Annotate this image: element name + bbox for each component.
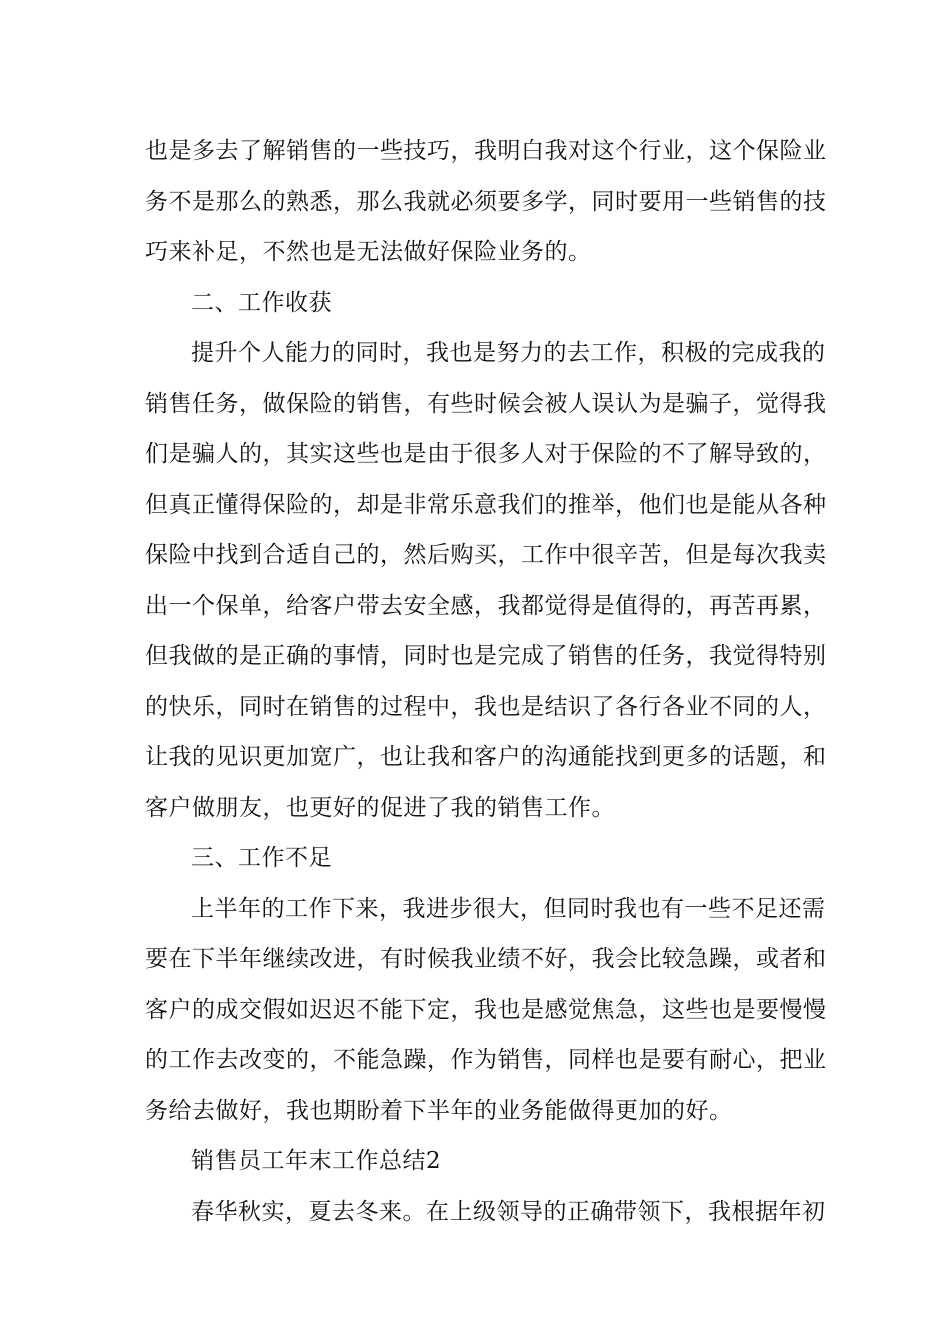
section-heading-work-gains: 二、工作收获: [191, 289, 332, 316]
section-heading-work-shortcomings: 三、工作不足: [191, 845, 332, 871]
paragraph-line: 巧来补足，不然也是无法做好保险业务的。: [145, 239, 592, 265]
paragraph-line: 的快乐，同时在销售的过程中，我也是结识了各行各业不同的人，: [145, 693, 827, 720]
paragraph-line: 要在下半年继续改进，有时候我业绩不好，我会比较急躁，或者和: [145, 946, 827, 972]
paragraph-line: 也是多去了解销售的一些技巧，我明白我对这个行业，这个保险业: [145, 138, 827, 164]
paragraph-line: 但我做的是正确的事情，同时也是完成了销售的任务，我觉得特别: [145, 643, 827, 669]
paragraph-line: 销售任务，做保险的销售，有些时候会被人误认为是骗子，觉得我: [145, 390, 827, 417]
document-body: [145, 126, 827, 1237]
paragraph-line: 客户做朋友，也更好的促进了我的销售工作。: [145, 794, 615, 821]
paragraph-line: 出一个保单，给客户带去安全感，我都觉得是值得的，再苦再累，: [145, 592, 827, 619]
paragraph-line: 客户的成交假如迟迟不能下定，我也是感觉焦急，这些也是要慢慢: [145, 996, 827, 1023]
paragraph-line: 提升个人能力的同时，我也是努力的去工作，积极的完成我的: [191, 340, 826, 366]
paragraph-line: 春华秋实，夏去冬来。在上级领导的正确带领下，我根据年初: [191, 1198, 826, 1225]
paragraph-line: 但真正懂得保险的，却是非常乐意我们的推举，他们也是能从各种: [145, 491, 827, 518]
paragraph-line: 上半年的工作下来，我进步很大，但同时我也有一些不足还需: [191, 895, 826, 922]
paragraph-line: 让我的见识更加宽广，也让我和客户的沟通能找到更多的话题，和: [145, 744, 827, 770]
paragraph-line: 们是骗人的，其实这些也是由于很多人对于保险的不了解导致的，: [145, 441, 827, 467]
paragraph-line: 保险中找到合适自己的，然后购买，工作中很辛苦，但是每次我卖: [145, 542, 827, 568]
paragraph-line: 务不是那么的熟悉，那么我就必须要多学，同时要用一些销售的技: [145, 188, 827, 215]
paragraph-line: 务给去做好，我也期盼着下半年的业务能做得更加的好。: [145, 1097, 733, 1124]
document-section-title: 销售员工年末工作总结2: [191, 1148, 442, 1174]
paragraph-line: 的工作去改变的，不能急躁，作为销售，同样也是要有耐心，把业: [145, 1047, 827, 1073]
